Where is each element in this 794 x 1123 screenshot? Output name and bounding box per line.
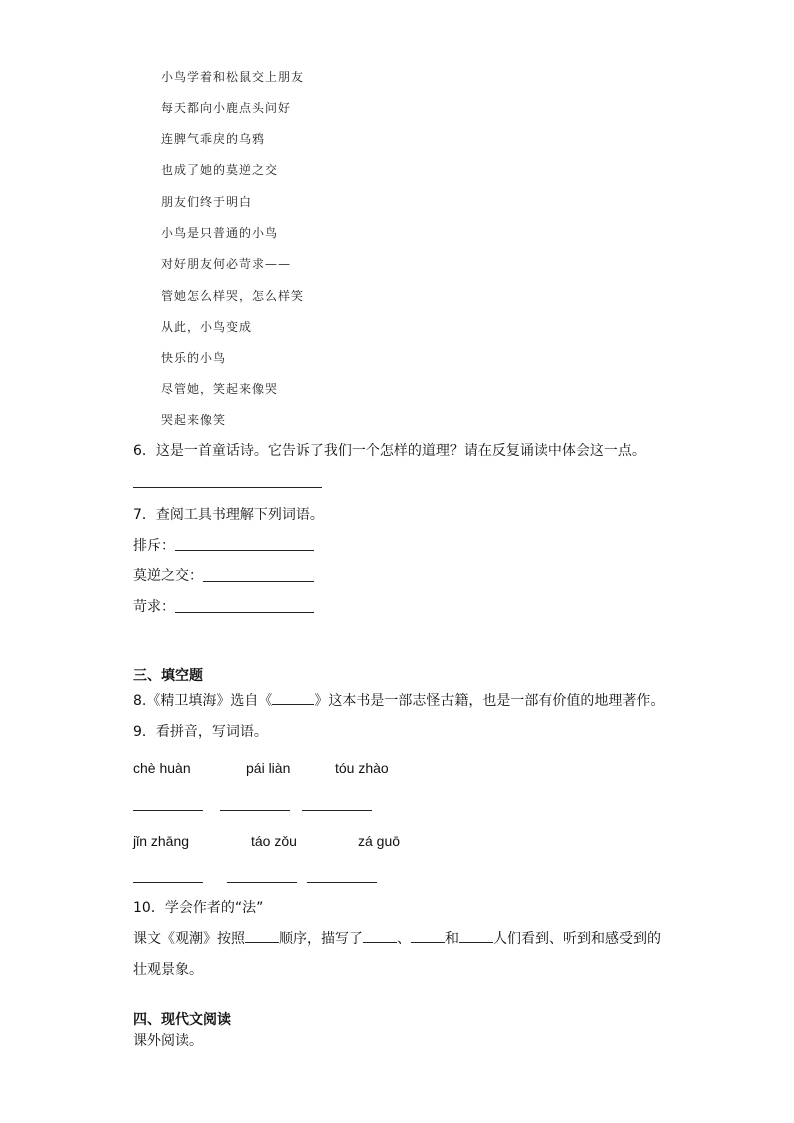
blank-field[interactable] bbox=[411, 930, 445, 943]
poem-line: 哭起来像笑 bbox=[161, 413, 227, 427]
question-10-text: 、 bbox=[397, 931, 411, 947]
blank-field[interactable] bbox=[459, 930, 493, 943]
answer-line-word[interactable] bbox=[307, 882, 377, 883]
blank-field[interactable] bbox=[363, 930, 397, 943]
pinyin: tóu zhào bbox=[335, 760, 389, 776]
blank-field[interactable] bbox=[272, 692, 314, 705]
pinyin: jǐn zhāng bbox=[133, 833, 190, 849]
section-heading: 四、现代文阅读 bbox=[133, 1012, 231, 1028]
term-label: 排斥： bbox=[133, 538, 175, 554]
term-label: 莫逆之交： bbox=[133, 568, 203, 584]
poem-line: 管她怎么样哭，怎么样笑 bbox=[161, 289, 305, 303]
poem-line: 尽管她，笑起来像哭 bbox=[161, 382, 279, 396]
poem-line: 快乐的小鸟 bbox=[161, 351, 227, 365]
poem-line: 也成了她的莫逆之交 bbox=[161, 163, 279, 177]
answer-line-term[interactable] bbox=[203, 581, 314, 582]
answer-line-term[interactable] bbox=[175, 550, 314, 551]
pinyin: pái liàn bbox=[246, 760, 291, 776]
poem-line: 连脾气乖戾的乌鸦 bbox=[161, 132, 266, 146]
question-10-text: 和 bbox=[445, 931, 459, 947]
question-8-text: 8.《精卫填海》选自《 bbox=[133, 693, 273, 709]
reading-intro: 课外阅读。 bbox=[133, 1033, 203, 1049]
question-8-text: 》这本书是一部志怪古籍，也是一部有价值的地理著作。 bbox=[314, 693, 665, 709]
poem-line: 每天都向小鹿点头问好 bbox=[161, 101, 292, 115]
answer-line-word[interactable] bbox=[220, 810, 290, 811]
pinyin: chè huàn bbox=[133, 760, 191, 776]
answer-line-word[interactable] bbox=[302, 810, 372, 811]
answer-line-word[interactable] bbox=[133, 882, 203, 883]
pinyin: zá guō bbox=[358, 833, 401, 849]
poem-line: 朋友们终于明白 bbox=[161, 195, 253, 209]
section-heading: 三、填空题 bbox=[133, 668, 203, 684]
question-7-title: 7．查阅工具书理解下列词语。 bbox=[133, 507, 324, 523]
answer-line-word[interactable] bbox=[227, 882, 297, 883]
question-6: 6．这是一首童话诗。它告诉了我们一个怎样的道理？请在反复诵读中体会这一点。 bbox=[133, 443, 646, 459]
answer-line-word[interactable] bbox=[133, 810, 203, 811]
pinyin: táo zǒu bbox=[251, 833, 297, 849]
question-9-title: 9．看拼音，写词语。 bbox=[133, 724, 268, 740]
question-10-text: 人们看到、听到和感受到的 bbox=[493, 931, 661, 947]
poem-line: 对好朋友何必苛求—— bbox=[161, 257, 292, 271]
blank-field[interactable] bbox=[245, 930, 279, 943]
question-10-title: 10．学会作者的“法” bbox=[133, 900, 264, 916]
term-label: 苛求： bbox=[133, 599, 175, 615]
question-10-line: 壮观景象。 bbox=[133, 962, 203, 978]
poem-line: 从此，小鸟变成 bbox=[161, 320, 253, 334]
answer-line-q6[interactable] bbox=[133, 487, 322, 488]
answer-line-term[interactable] bbox=[175, 612, 314, 613]
question-10-text: 顺序，描写了 bbox=[279, 931, 363, 947]
poem-line: 小鸟是只普通的小鸟 bbox=[161, 226, 279, 240]
question-10-line bbox=[133, 930, 661, 948]
question-8 bbox=[133, 692, 664, 710]
question-10-text: 课文《观潮》按照 bbox=[133, 931, 245, 947]
poem-line: 小鸟学着和松鼠交上朋友 bbox=[161, 70, 305, 84]
